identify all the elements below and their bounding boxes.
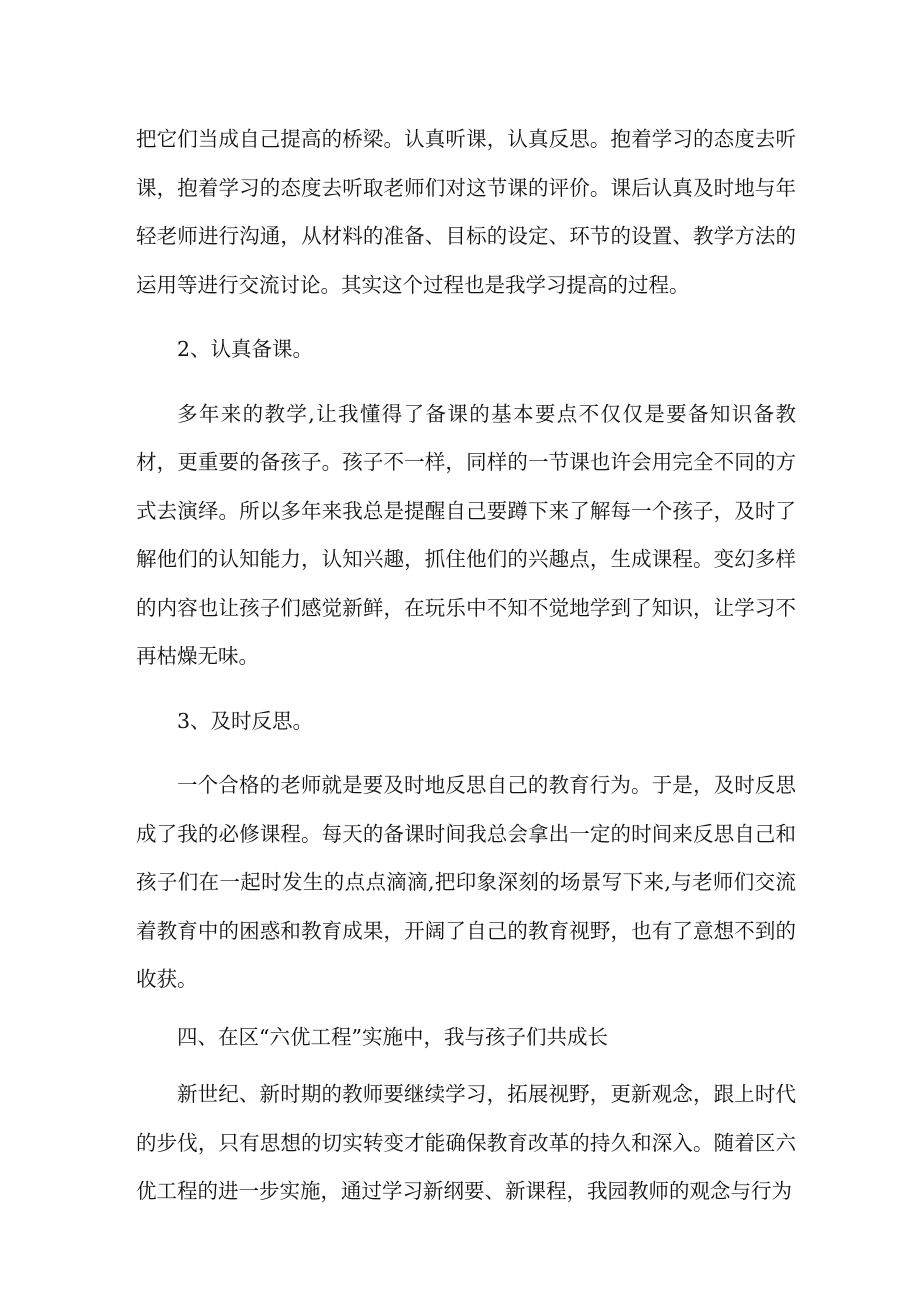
paragraph-timely-reflection: 一个合格的老师就是要及时地反思自己的教育行为。于是，及时反思成了我的必修课程。每天的备课时间我总会拿出一定的时间来反思自己和孩子们在一起时发生的点点滴滴,把印象深刻的场景写下来,与老师们交流着教育中的困惑和教育成果，开阔了自己的教育视野，也有了意想不到的收获。: [136, 773, 796, 991]
paragraph-lesson-preparation: 多年来的教学,让我懂得了备课的基本要点不仅仅是要备知识备教材，更重要的备孩子。孩子不一样，同样的一节课也许会用完全不同的方式去演绎。所以多年来我总是提醒自己要蹲下来了解每一个孩子，及时了解他们的认知能力，认知兴趣，抓住他们的兴趣点，生成课程。变幻多样的内容也让孩子们感觉新鲜，在玩乐中不知不觉地学到了知识，让学习不再枯燥无味。: [136, 401, 796, 668]
heading-lesson-preparation: 2、认真备课。: [177, 337, 314, 361]
heading-timely-reflection: 3、及时反思。: [177, 708, 314, 733]
section-heading-growth: 四、在区“六优工程”实施中，我与孩子们共成长: [177, 1024, 608, 1049]
document-body: [136, 115, 796, 1216]
paragraph-lesson-reflection: 把它们当成自己提高的桥梁。认真听课，认真反思。抱着学习的态度去听课，抱着学习的态度去听取老师们对这节课的评价。课后认真及时地与年轻老师进行沟通，从材料的准备、目标的设定、环节的设置、教学方法的运用等进行交流讨论。其实这个过程也是我学习提高的过程。: [136, 127, 796, 297]
paragraph-continuous-learning: 新世纪、新时期的教师要继续学习，拓展视野，更新观念，跟上时代的步伐，只有思想的切实转变才能确保教育改革的持久和深入。随着区六优工程的进一步实施，通过学习新纲要、新课程，我园教师的观念与行为: [136, 1082, 796, 1203]
